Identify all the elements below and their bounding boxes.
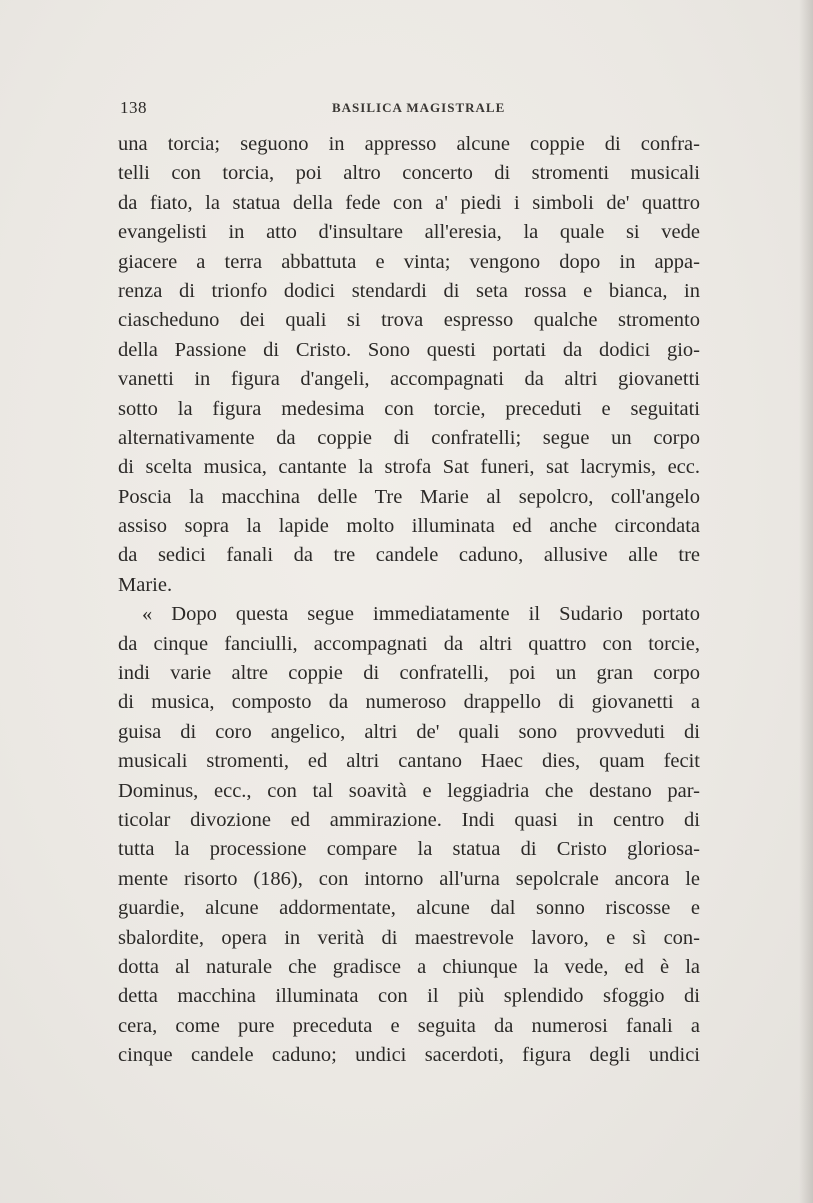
text-line: dotta al naturale che gradisce a chiunque la vede, ed è la [118,955,700,978]
text-line: alternativamente da coppie di confratelli; segue un corpo [118,426,700,449]
text-line: detta macchina illuminata con il più splendido sfoggio di [118,985,700,1008]
text-line: da sedici fanali da tre candele caduno, allusive alle tre [118,544,700,567]
text-line: renza di trionfo dodici stendardi di seta rossa e bianca, in [118,279,700,302]
text-line: indi varie altre coppie di confratelli, poi un gran corpo [118,662,700,685]
text-line: cera, come pure preceduta e seguita da numerosi fanali a [118,1014,700,1037]
text-line: mente risorto (186), con intorno all'urna sepolcrale ancora le [118,867,700,890]
text-line: una torcia; seguono in appresso alcune coppie di confra- [118,133,700,155]
text-line: guisa di coro angelico, altri de' quali sono provveduti di [118,720,700,743]
text-line: sotto la figura medesima con torcie, preceduti e seguitati [118,397,700,420]
text-line: evangelisti in atto d'insultare all'eresia, la quale si vede [118,221,700,244]
text-line: Dominus, ecc., con tal soavità e leggiadria che destano par- [118,779,700,802]
text-line: « Dopo questa segue immediatamente il Sudario portato [142,603,700,626]
running-title: BASILICA MAGISTRALE [332,100,506,115]
text-line: assiso sopra la lapide molto illuminata ed anche circondata [118,515,700,538]
text-line: tutta la processione compare la statua di Cristo gloriosa- [118,838,700,861]
text-line: Marie. [118,573,173,596]
text-line: giacere a terra abbattuta e vinta; vengono dopo in appa- [118,250,700,273]
text-line: vanetti in figura d'angeli, accompagnati da altri giovanetti [118,368,700,391]
text-line: da cinque fanciulli, accompagnati da altri quattro con torcie, [118,632,700,655]
text-line: di scelta musica, cantante la strofa Sat funeri, sat lacrymis, ecc. [118,456,700,479]
text-line: telli con torcia, poi altro concerto di stromenti musicali [118,162,700,185]
text-line: ciascheduno dei quali si trova espresso qualche stromento [118,309,700,332]
text-line: da fiato, la statua della fede con a' piedi i simboli de' quattro [118,191,700,214]
text-line: della Passione di Cristo. Sono questi portati da dodici gio- [118,338,700,361]
page-number: 138 [120,98,147,117]
text-line: ticolar divozione ed ammirazione. Indi quasi in centro di [118,808,700,831]
text-line: di musica, composto da numeroso drappello di giovanetti a [118,691,700,714]
text-line: musicali stromenti, ed altri cantano Haec dies, quam fecit [118,750,700,773]
text-line: Poscia la macchina delle Tre Marie al sepolcro, coll'angelo [118,485,700,508]
text-line: guardie, alcune addormentate, alcune dal sonno riscosse e [118,897,700,920]
body-text [118,130,700,1071]
running-header [120,98,700,122]
text-line: sbalordite, opera in verità di maestrevole lavoro, e sì con- [118,926,700,949]
page-edge-shadow [799,0,813,1203]
text-line: cinque candele caduno; undici sacerdoti, figura degli undici [118,1044,700,1067]
